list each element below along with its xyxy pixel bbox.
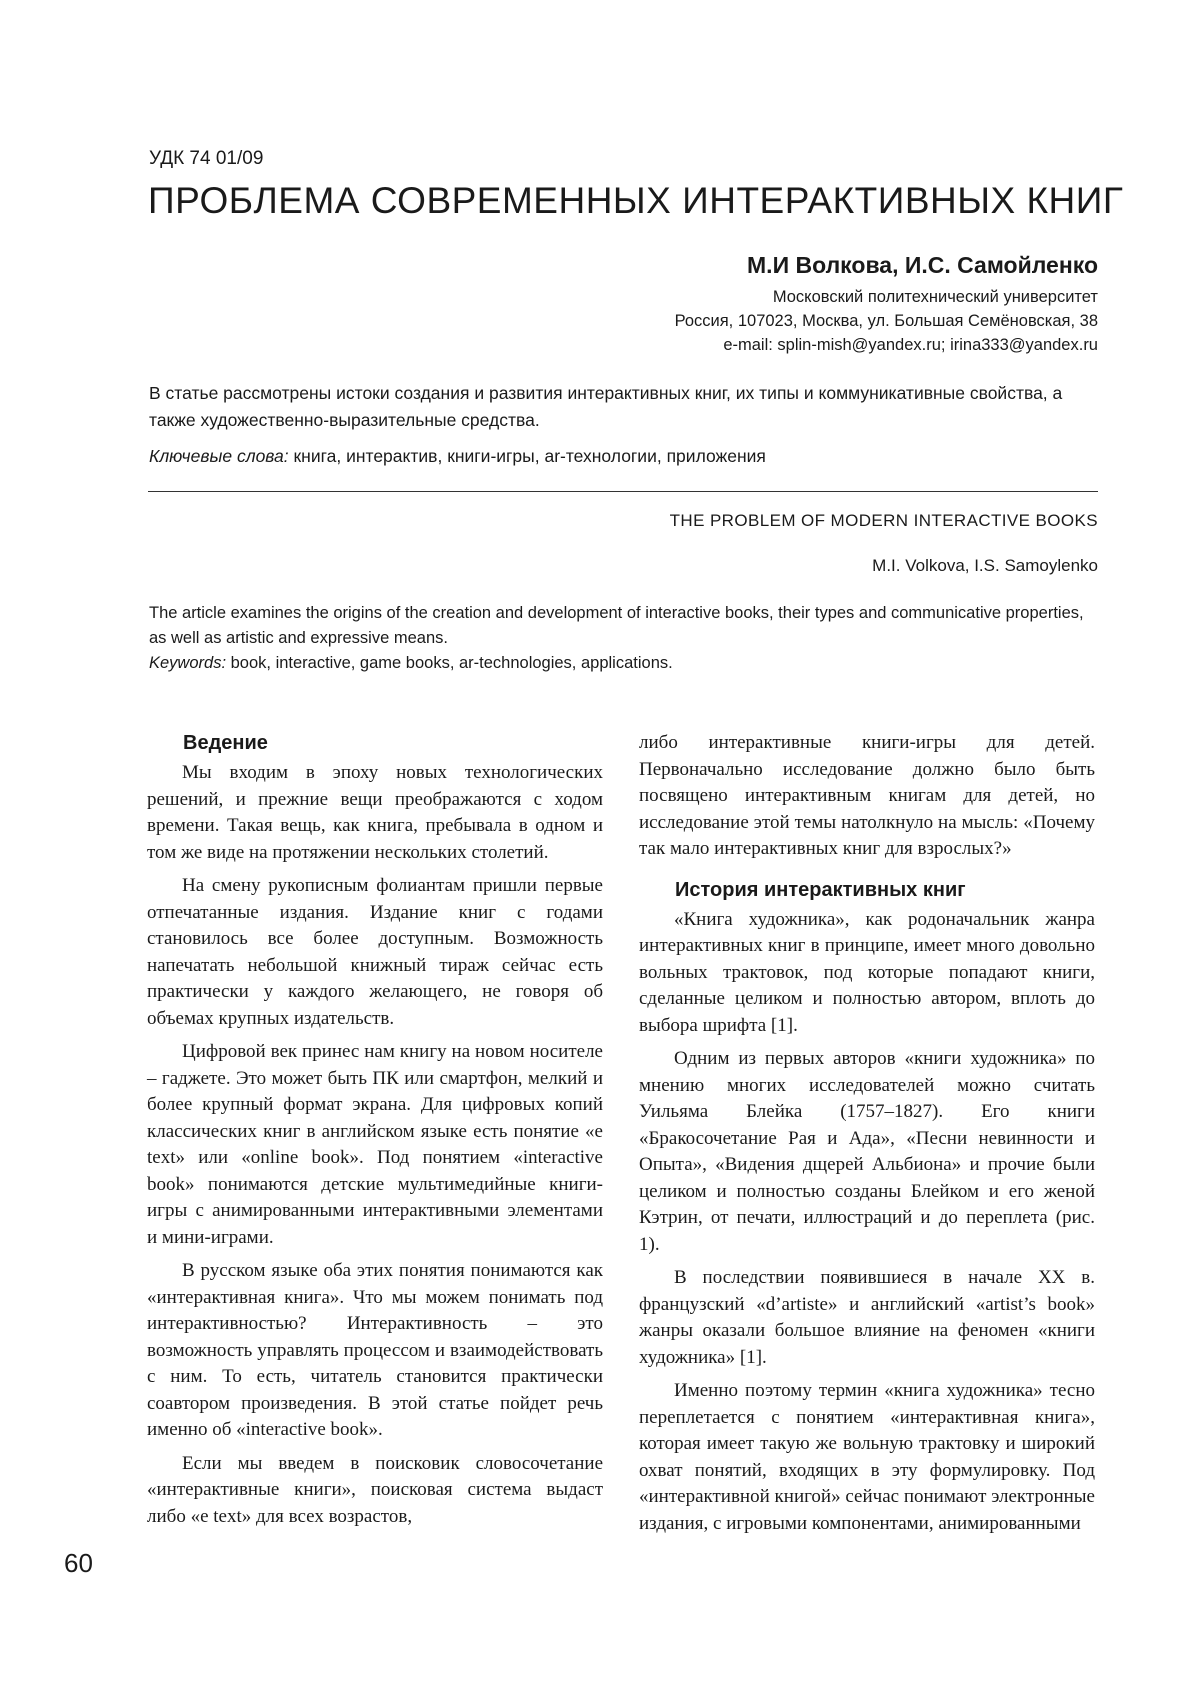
- left-column: [147, 730, 603, 1530]
- section-heading-introduction: Ведение: [183, 732, 268, 754]
- paragraph: Одним из первых авторов «книги художника» по мнению многих исследователей можно считать Уильяма Блейка (1757–1827). Его книги «Бракосочетание Рая и Ада», «Песни невинности и Опыта», «Видения дщерей Альбиона» и прочие были целиком и полностью созданы Блейком и его женой Кэтрин, от печати, иллюстраций и до переплета (рис. 1).: [639, 1048, 1095, 1255]
- address: Россия, 107023, Москва, ул. Большая Семёновская, 38: [674, 312, 1098, 330]
- paragraph-continued: либо интерактивные книги-игры для детей. Первоначально исследование должно было быть посвящено интерактивным книгам для детей, но исследование этой темы натолкнуло на мысль: «Почему так мало интерактивных книг для взрослых?»: [639, 732, 1095, 859]
- keywords-ru-list: книга, интерактив, книги-игры, ar-технологии, приложения: [288, 446, 766, 466]
- abstract-ru: В статье рассмотрены истоки создания и развития интерактивных книг, их типы и коммуникативные свойства, а также художественно-выразительные средства.: [149, 383, 1063, 430]
- keywords-en-list: book, interactive, game books, ar-technologies, applications.: [226, 654, 673, 672]
- paragraph: Цифровой век принес нам книгу на новом носителе – гаджете. Это может быть ПК или смартфон, мелкий и более крупный формат экрана. Для цифровых копий классических книг в английском языке есть понятие «e text» или «online book». Под понятием «interactive book» понимаются детские мультимедийные книги-игры с анимированными интерактивными элементами и мини-играми.: [147, 1041, 603, 1248]
- keywords-ru-label: Ключевые слова:: [149, 446, 289, 466]
- section-divider: [148, 491, 1098, 492]
- paragraph: На смену рукописным фолиантам пришли первые отпечатанные издания. Издание книг с годами становилось все более доступным. Возможность напечатать небольшой книжный тираж сейчас есть практически у каждого желающего, не говоря об объемах крупных издательств.: [147, 875, 603, 1029]
- keywords-en: [149, 651, 673, 675]
- keywords-en-label: Keywords:: [149, 654, 227, 672]
- paragraph: Если мы введем в поисковик словосочетание «интерактивные книги», поисковая система выдаст либо «e text» для всех возрастов,: [147, 1452, 603, 1527]
- section-heading-history: История интерактивных книг: [675, 878, 966, 901]
- english-authors: M.I. Volkova, I.S. Samoylenko: [872, 556, 1098, 575]
- english-title: THE PROBLEM OF MODERN INTERACTIVE BOOKS: [669, 511, 1098, 530]
- keywords-ru: [149, 444, 766, 468]
- email: e-mail: splin-mish@yandex.ru; irina333@yandex.ru: [723, 336, 1098, 354]
- abstract-en: The article examines the origins of the creation and development of interactive books, their types and communicative properties, as well as artistic and expressive means.: [149, 604, 1084, 647]
- affiliation: Московский политехнический университет: [772, 288, 1098, 306]
- paragraph: Именно поэтому термин «книга художника» тесно переплетается с понятием «интерактивная книга», которая имеет такую же вольную трактовку и широкий охват понятий, входящих в эту формулировку. Под «интерактивной книгой» сейчас понимают электронные издания, с игровыми компонентами, анимированными: [639, 1380, 1095, 1534]
- article-title: ПРОБЛЕМА СОВРЕМЕННЫХ ИНТЕРАКТИВНЫХ КНИГ: [148, 180, 1124, 221]
- udc-code: УДК 74 01/09: [149, 148, 264, 169]
- paragraph: Мы входим в эпоху новых технологических решений, и прежние вещи преображаются с ходом времени. Такая вещь, как книга, пребывала в одном и том же виде на протяжении нескольких столетий.: [147, 762, 603, 863]
- paragraph: В последствии появившиеся в начале XX в. французский «d’artiste» и английский «artist’s book» жанры оказали большое влияние на феномен «книги художника» [1].: [639, 1267, 1095, 1368]
- paragraph: В русском языке оба этих понятия понимаются как «интерактивная книга». Что мы можем понимать под интерактивностью? Интерактивность – это возможность управлять процессом и взаимодействовать с ним. То есть, читатель становится практически соавтором произведения. В этой статье пойдет речь именно об «interactive book».: [147, 1260, 603, 1440]
- page-number: 60: [64, 1548, 93, 1578]
- authors: М.И Волкова, И.С. Самойленко: [747, 252, 1098, 278]
- right-column: [639, 730, 1095, 1537]
- paragraph: «Книга художника», как родоначальник жанра интерактивных книг в принципе, имеет много довольно вольных трактовок, под которые попадают книги, сделанные целиком и полностью автором, вплоть до выбора шрифта [1].: [639, 908, 1095, 1036]
- authors-block: [675, 252, 1098, 357]
